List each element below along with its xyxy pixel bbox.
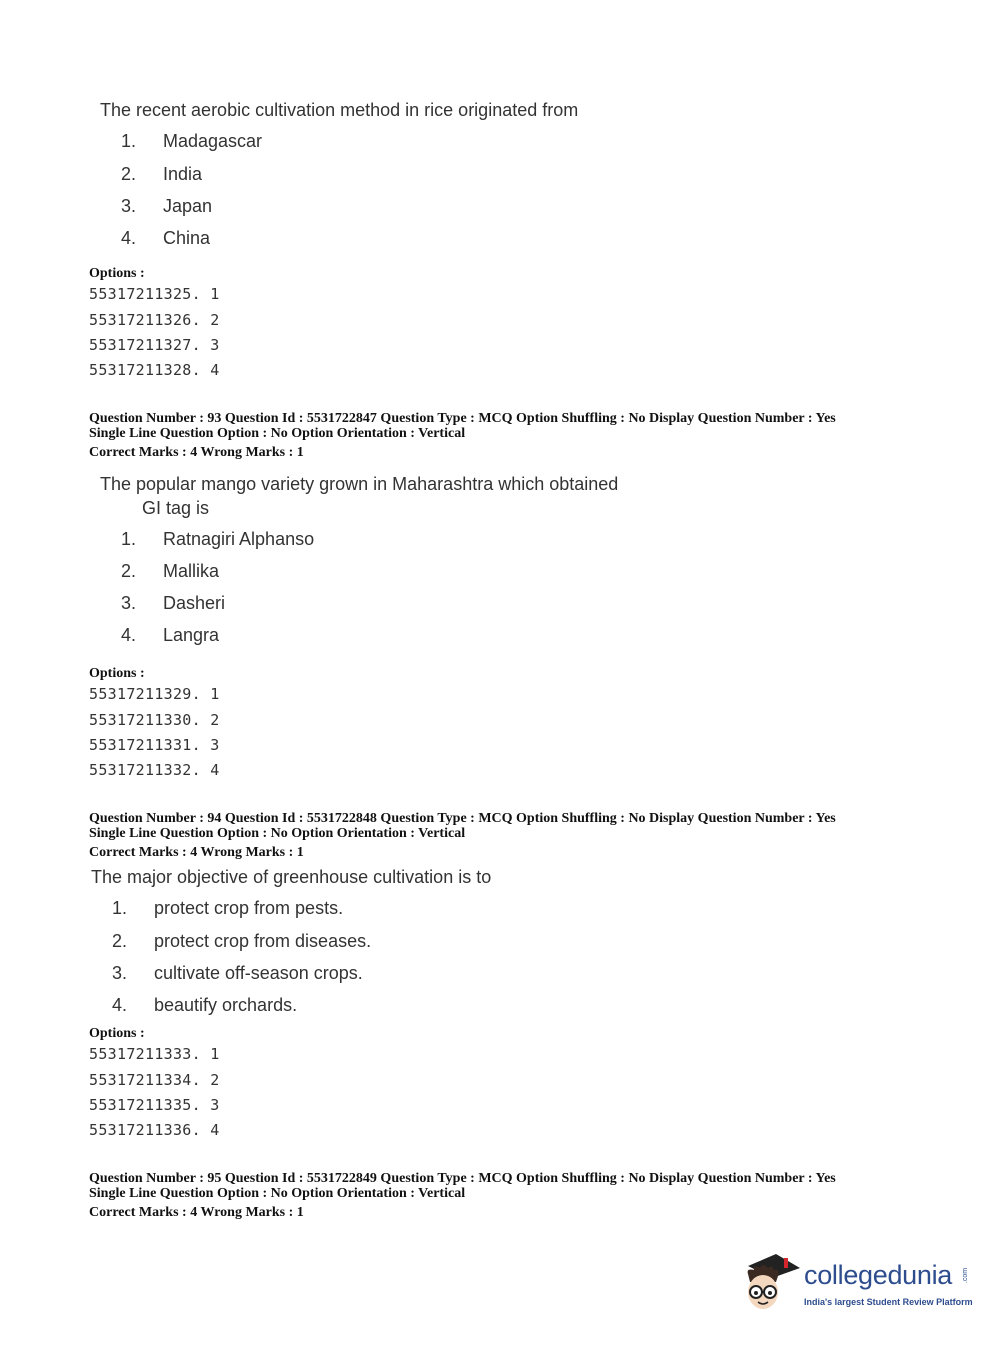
choice-number: 2.	[112, 931, 128, 951]
option-id: 55317211328. 4	[89, 361, 220, 379]
choice-number: 2.	[121, 561, 137, 581]
choice-text: Langra	[163, 625, 220, 645]
question-text: The recent aerobic cultivation method in rice originated from	[100, 100, 579, 120]
choice-number: 4.	[121, 228, 137, 248]
choice-number: 3.	[121, 593, 137, 613]
options-label: Options :	[89, 1026, 145, 1041]
option-id: 55317211335. 3	[89, 1096, 220, 1114]
question-meta: Question Number : 94 Question Id : 5531722848 Question Type : MCQ Option Shuffling : No Display Question Number : Yes	[89, 811, 836, 826]
option-id: 55317211334. 2	[89, 1071, 220, 1089]
choice-text: Mallika	[163, 561, 220, 581]
question-meta: Question Number : 93 Question Id : 5531722847 Question Type : MCQ Option Shuffling : No Display Question Number : Yes	[89, 411, 836, 426]
option-id: 55317211331. 3	[89, 736, 220, 754]
mascot-icon	[740, 1248, 802, 1320]
option-id: 55317211329. 1	[89, 685, 220, 703]
question-text-line2: GI tag is	[142, 498, 210, 518]
question-meta-line2: Single Line Question Option : No Option Orientation : Vertical	[89, 426, 466, 441]
marks-info: Correct Marks : 4 Wrong Marks : 1	[89, 445, 304, 460]
option-id: 55317211333. 1	[89, 1045, 220, 1063]
logo-tagline: India's largest Student Review Platform	[804, 1297, 973, 1307]
question-meta-line2: Single Line Question Option : No Option Orientation : Vertical	[89, 826, 466, 841]
choice-text: Japan	[163, 196, 213, 216]
choice-number: 4.	[112, 995, 128, 1015]
collegedunia-logo	[740, 1248, 975, 1320]
choice-text: India	[163, 164, 203, 184]
choice-text: China	[163, 228, 211, 248]
options-label: Options :	[89, 266, 145, 281]
option-id: 55317211325. 1	[89, 285, 220, 303]
choice-text: Ratnagiri Alphanso	[163, 529, 315, 549]
choice-text: Madagascar	[163, 131, 263, 151]
marks-info: Correct Marks : 4 Wrong Marks : 1	[89, 1205, 304, 1220]
question-text: The popular mango variety grown in Maharashtra which obtained	[100, 474, 619, 494]
choice-number: 1.	[121, 529, 137, 549]
question-text: The major objective of greenhouse cultivation is to	[91, 867, 492, 887]
choice-number: 4.	[121, 625, 137, 645]
question-meta: Question Number : 95 Question Id : 5531722849 Question Type : MCQ Option Shuffling : No Display Question Number : Yes	[89, 1171, 836, 1186]
options-label: Options :	[89, 666, 145, 681]
choice-number: 2.	[121, 164, 137, 184]
choice-number: 1.	[112, 898, 128, 918]
choice-number: 3.	[121, 196, 137, 216]
choice-text: Dasheri	[163, 593, 226, 613]
choice-text: protect crop from diseases.	[154, 931, 372, 951]
marks-info: Correct Marks : 4 Wrong Marks : 1	[89, 845, 304, 860]
choice-number: 1.	[121, 131, 137, 151]
choice-number: 3.	[112, 963, 128, 983]
option-id: 55317211326. 2	[89, 311, 220, 329]
option-id: 55317211336. 4	[89, 1121, 220, 1139]
option-id: 55317211327. 3	[89, 336, 220, 354]
choice-text: cultivate off-season crops.	[154, 963, 363, 983]
option-id: 55317211330. 2	[89, 711, 220, 729]
option-id: 55317211332. 4	[89, 761, 220, 779]
choice-text: beautify orchards.	[154, 995, 298, 1015]
question-meta-line2: Single Line Question Option : No Option Orientation : Vertical	[89, 1186, 466, 1201]
choice-text: protect crop from pests.	[154, 898, 344, 918]
logo-wordmark: collegedunia	[804, 1260, 953, 1290]
logo-suffix: .com	[962, 1267, 970, 1284]
